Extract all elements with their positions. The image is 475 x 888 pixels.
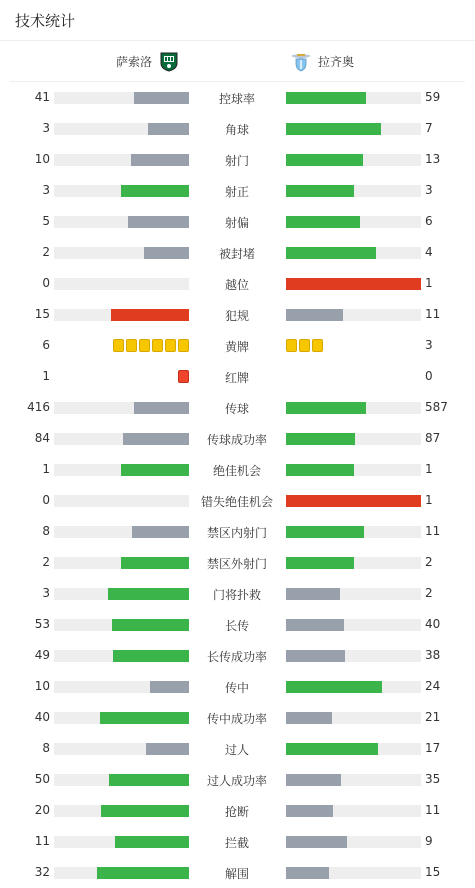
away-bar-fill [286,557,354,569]
home-value: 20 [34,803,50,817]
stat-label: 绝佳机会 [212,464,261,478]
home-value: 49 [34,648,50,662]
stat-label: 控球率 [218,92,255,106]
away-value: 11 [425,803,441,817]
away-value: 15 [425,865,441,879]
home-value: 10 [34,152,50,166]
away-bar-track [286,402,421,414]
away-bar-track [286,123,421,135]
home-bar-fill [150,681,189,693]
stat-row [0,609,475,640]
yellow-card-icon [286,339,297,352]
home-value: 3 [42,183,50,197]
home-value: 41 [34,90,50,104]
stat-label: 射正 [224,185,249,199]
away-bar-track [286,712,421,724]
home-bar-fill [108,588,189,600]
home-bar-fill [131,154,189,166]
away-bar-track [286,867,421,879]
home-bar-fill [121,464,189,476]
stat-label: 传球 [224,402,249,416]
away-bar-track [286,681,421,693]
lazio-eagle-icon [290,50,312,72]
away-bar-track [286,433,421,445]
away-bar-fill [286,619,344,631]
away-bar-track [286,185,421,197]
away-bar-fill [286,154,363,166]
away-bar-track [286,309,421,321]
home-bar-fill [123,433,189,445]
stat-label: 解围 [224,867,249,881]
stat-row [0,516,475,547]
away-value: 587 [425,400,448,414]
stat-label: 红牌 [224,371,249,385]
home-value: 5 [42,214,50,228]
home-value: 10 [34,679,50,693]
home-bar-fill [113,650,189,662]
home-value: 32 [34,865,50,879]
home-bar-fill [100,712,189,724]
stat-label: 禁区内射门 [206,526,267,540]
away-team[interactable] [290,41,360,81]
stat-label: 黄牌 [224,340,249,354]
home-bar-fill [112,619,189,631]
stat-row [0,795,475,826]
stat-row [0,547,475,578]
away-value: 3 [425,338,433,352]
stat-row [0,392,475,423]
home-cards [113,339,189,352]
away-value: 4 [425,245,433,259]
away-value: 13 [425,152,441,166]
away-bar-fill [286,278,421,290]
home-bar-fill [132,526,189,538]
home-bar-track [54,743,189,755]
away-value: 11 [425,524,441,538]
home-bar-track [54,402,189,414]
home-value: 15 [34,307,50,321]
stat-label: 传中 [224,681,249,695]
home-bar-fill [109,774,189,786]
away-bar-fill [286,712,332,724]
away-value: 1 [425,462,433,476]
away-bar-fill [286,526,364,538]
yellow-card-icon [312,339,323,352]
stat-row [0,206,475,237]
yellow-card-icon [299,339,310,352]
away-value: 1 [425,493,433,507]
stat-label: 过人 [224,743,249,757]
stat-row [0,640,475,671]
stat-row [0,237,475,268]
home-bar-track [54,433,189,445]
home-bar-track [54,526,189,538]
stat-row [0,268,475,299]
home-bar-track [54,123,189,135]
home-bar-track [54,216,189,228]
away-bar-fill [286,681,382,693]
home-bar-fill [101,805,189,817]
home-bar-track [54,185,189,197]
away-value: 11 [425,307,441,321]
stat-label: 犯规 [224,309,249,323]
away-bar-track [286,588,421,600]
stat-label: 被封堵 [218,247,255,261]
home-value: 40 [34,710,50,724]
stat-row [0,299,475,330]
stat-label: 长传成功率 [206,650,267,664]
away-bar-track [286,464,421,476]
away-bar-fill [286,123,381,135]
away-value: 59 [425,90,441,104]
away-cards [286,339,323,352]
home-bar-track [54,836,189,848]
stat-label: 拦截 [224,836,249,850]
stat-row [0,857,475,888]
away-bar-track [286,92,421,104]
away-bar-track [286,836,421,848]
home-value: 3 [42,121,50,135]
away-value: 7 [425,121,433,135]
stat-row [0,175,475,206]
away-bar-fill [286,867,329,879]
stat-label: 射门 [224,154,249,168]
home-bar-fill [128,216,189,228]
away-bar-track [286,247,421,259]
away-value: 9 [425,834,433,848]
stat-label: 角球 [224,123,249,137]
home-bar-track [54,774,189,786]
home-value: 416 [27,400,50,414]
home-value: 11 [34,834,50,848]
stat-row [0,671,475,702]
stat-label: 门将扑救 [212,588,261,602]
away-bar-fill [286,495,421,507]
away-bar-track [286,805,421,817]
away-value: 2 [425,555,433,569]
away-bar-fill [286,464,354,476]
home-bar-track [54,464,189,476]
away-bar-track [286,774,421,786]
away-value: 1 [425,276,433,290]
home-bar-fill [134,92,189,104]
home-bar-fill [115,836,189,848]
yellow-card-icon [113,339,124,352]
away-bar-track [286,650,421,662]
stat-label: 射偏 [224,216,249,230]
stat-label: 禁区外射门 [206,557,267,571]
away-value: 21 [425,710,441,724]
home-bar-track [54,495,189,507]
home-value: 84 [34,431,50,445]
away-value: 87 [425,431,441,445]
stat-row [0,702,475,733]
stat-row [0,330,475,361]
away-bar-track [286,743,421,755]
away-bar-track [286,216,421,228]
away-bar-fill [286,402,366,414]
away-bar-fill [286,650,345,662]
stat-label: 越位 [224,278,249,292]
stat-row [0,764,475,795]
home-bar-track [54,92,189,104]
stat-row [0,733,475,764]
home-bar-fill [97,867,189,879]
away-bar-fill [286,433,355,445]
away-value: 24 [425,679,441,693]
home-bar-fill [134,402,189,414]
home-bar-track [54,247,189,259]
stat-row [0,826,475,857]
away-bar-track [286,557,421,569]
page-title: 技术统计 [15,12,76,30]
stat-row [0,423,475,454]
away-value: 17 [425,741,441,755]
home-bar-track [54,712,189,724]
home-value: 0 [42,276,50,290]
home-bar-track [54,278,189,290]
away-value: 2 [425,586,433,600]
stat-row [0,454,475,485]
stat-row [0,361,475,392]
sassuolo-crest-icon [158,50,180,72]
away-value: 0 [425,369,433,383]
home-value: 53 [34,617,50,631]
yellow-card-icon [165,339,176,352]
stat-label: 错失绝佳机会 [200,495,273,509]
home-value: 8 [42,524,50,538]
stat-label: 传中成功率 [206,712,267,726]
away-bar-fill [286,774,341,786]
home-bar-fill [121,185,189,197]
away-value: 3 [425,183,433,197]
away-value: 6 [425,214,433,228]
stat-row [0,578,475,609]
home-value: 1 [42,462,50,476]
home-value: 50 [34,772,50,786]
home-bar-track [54,557,189,569]
away-bar-fill [286,836,347,848]
away-bar-track [286,526,421,538]
home-bar-track [54,681,189,693]
yellow-card-icon [152,339,163,352]
stat-row [0,82,475,113]
stat-label: 长传 [224,619,249,633]
teams-bar [10,41,465,82]
home-team[interactable] [110,41,180,81]
home-value: 8 [42,741,50,755]
away-bar-track [286,495,421,507]
home-value: 0 [42,493,50,507]
home-bar-track [54,867,189,879]
away-bar-fill [286,805,333,817]
home-bar-fill [111,309,189,321]
stat-row [0,113,475,144]
home-bar-track [54,805,189,817]
stat-label: 传球成功率 [206,433,267,447]
away-bar-fill [286,309,343,321]
away-bar-fill [286,743,378,755]
home-bar-track [54,650,189,662]
stat-row [0,144,475,175]
away-value: 35 [425,772,441,786]
away-bar-track [286,619,421,631]
stat-row [0,485,475,516]
stat-label: 过人成功率 [206,774,267,788]
home-bar-track [54,619,189,631]
away-value: 40 [425,617,441,631]
home-bar-track [54,309,189,321]
away-bar-fill [286,185,354,197]
away-bar-fill [286,92,366,104]
home-value: 3 [42,586,50,600]
home-value: 1 [42,369,50,383]
yellow-card-icon [126,339,137,352]
away-bar-fill [286,588,340,600]
home-bar-fill [146,743,189,755]
home-bar-track [54,154,189,166]
away-bar-fill [286,247,376,259]
home-value: 6 [42,338,50,352]
yellow-card-icon [139,339,150,352]
home-bar-track [54,588,189,600]
away-team-name: 拉齐奥 [318,54,355,69]
away-bar-track [286,278,421,290]
away-bar-fill [286,216,360,228]
stats-header [0,0,475,41]
home-bar-fill [121,557,189,569]
home-bar-fill [148,123,189,135]
stat-label: 抢断 [224,805,249,819]
home-value: 2 [42,555,50,569]
home-team-name: 萨索洛 [115,54,152,69]
away-bar-track [286,154,421,166]
away-value: 38 [425,648,441,662]
home-bar-fill [144,247,189,259]
home-value: 2 [42,245,50,259]
